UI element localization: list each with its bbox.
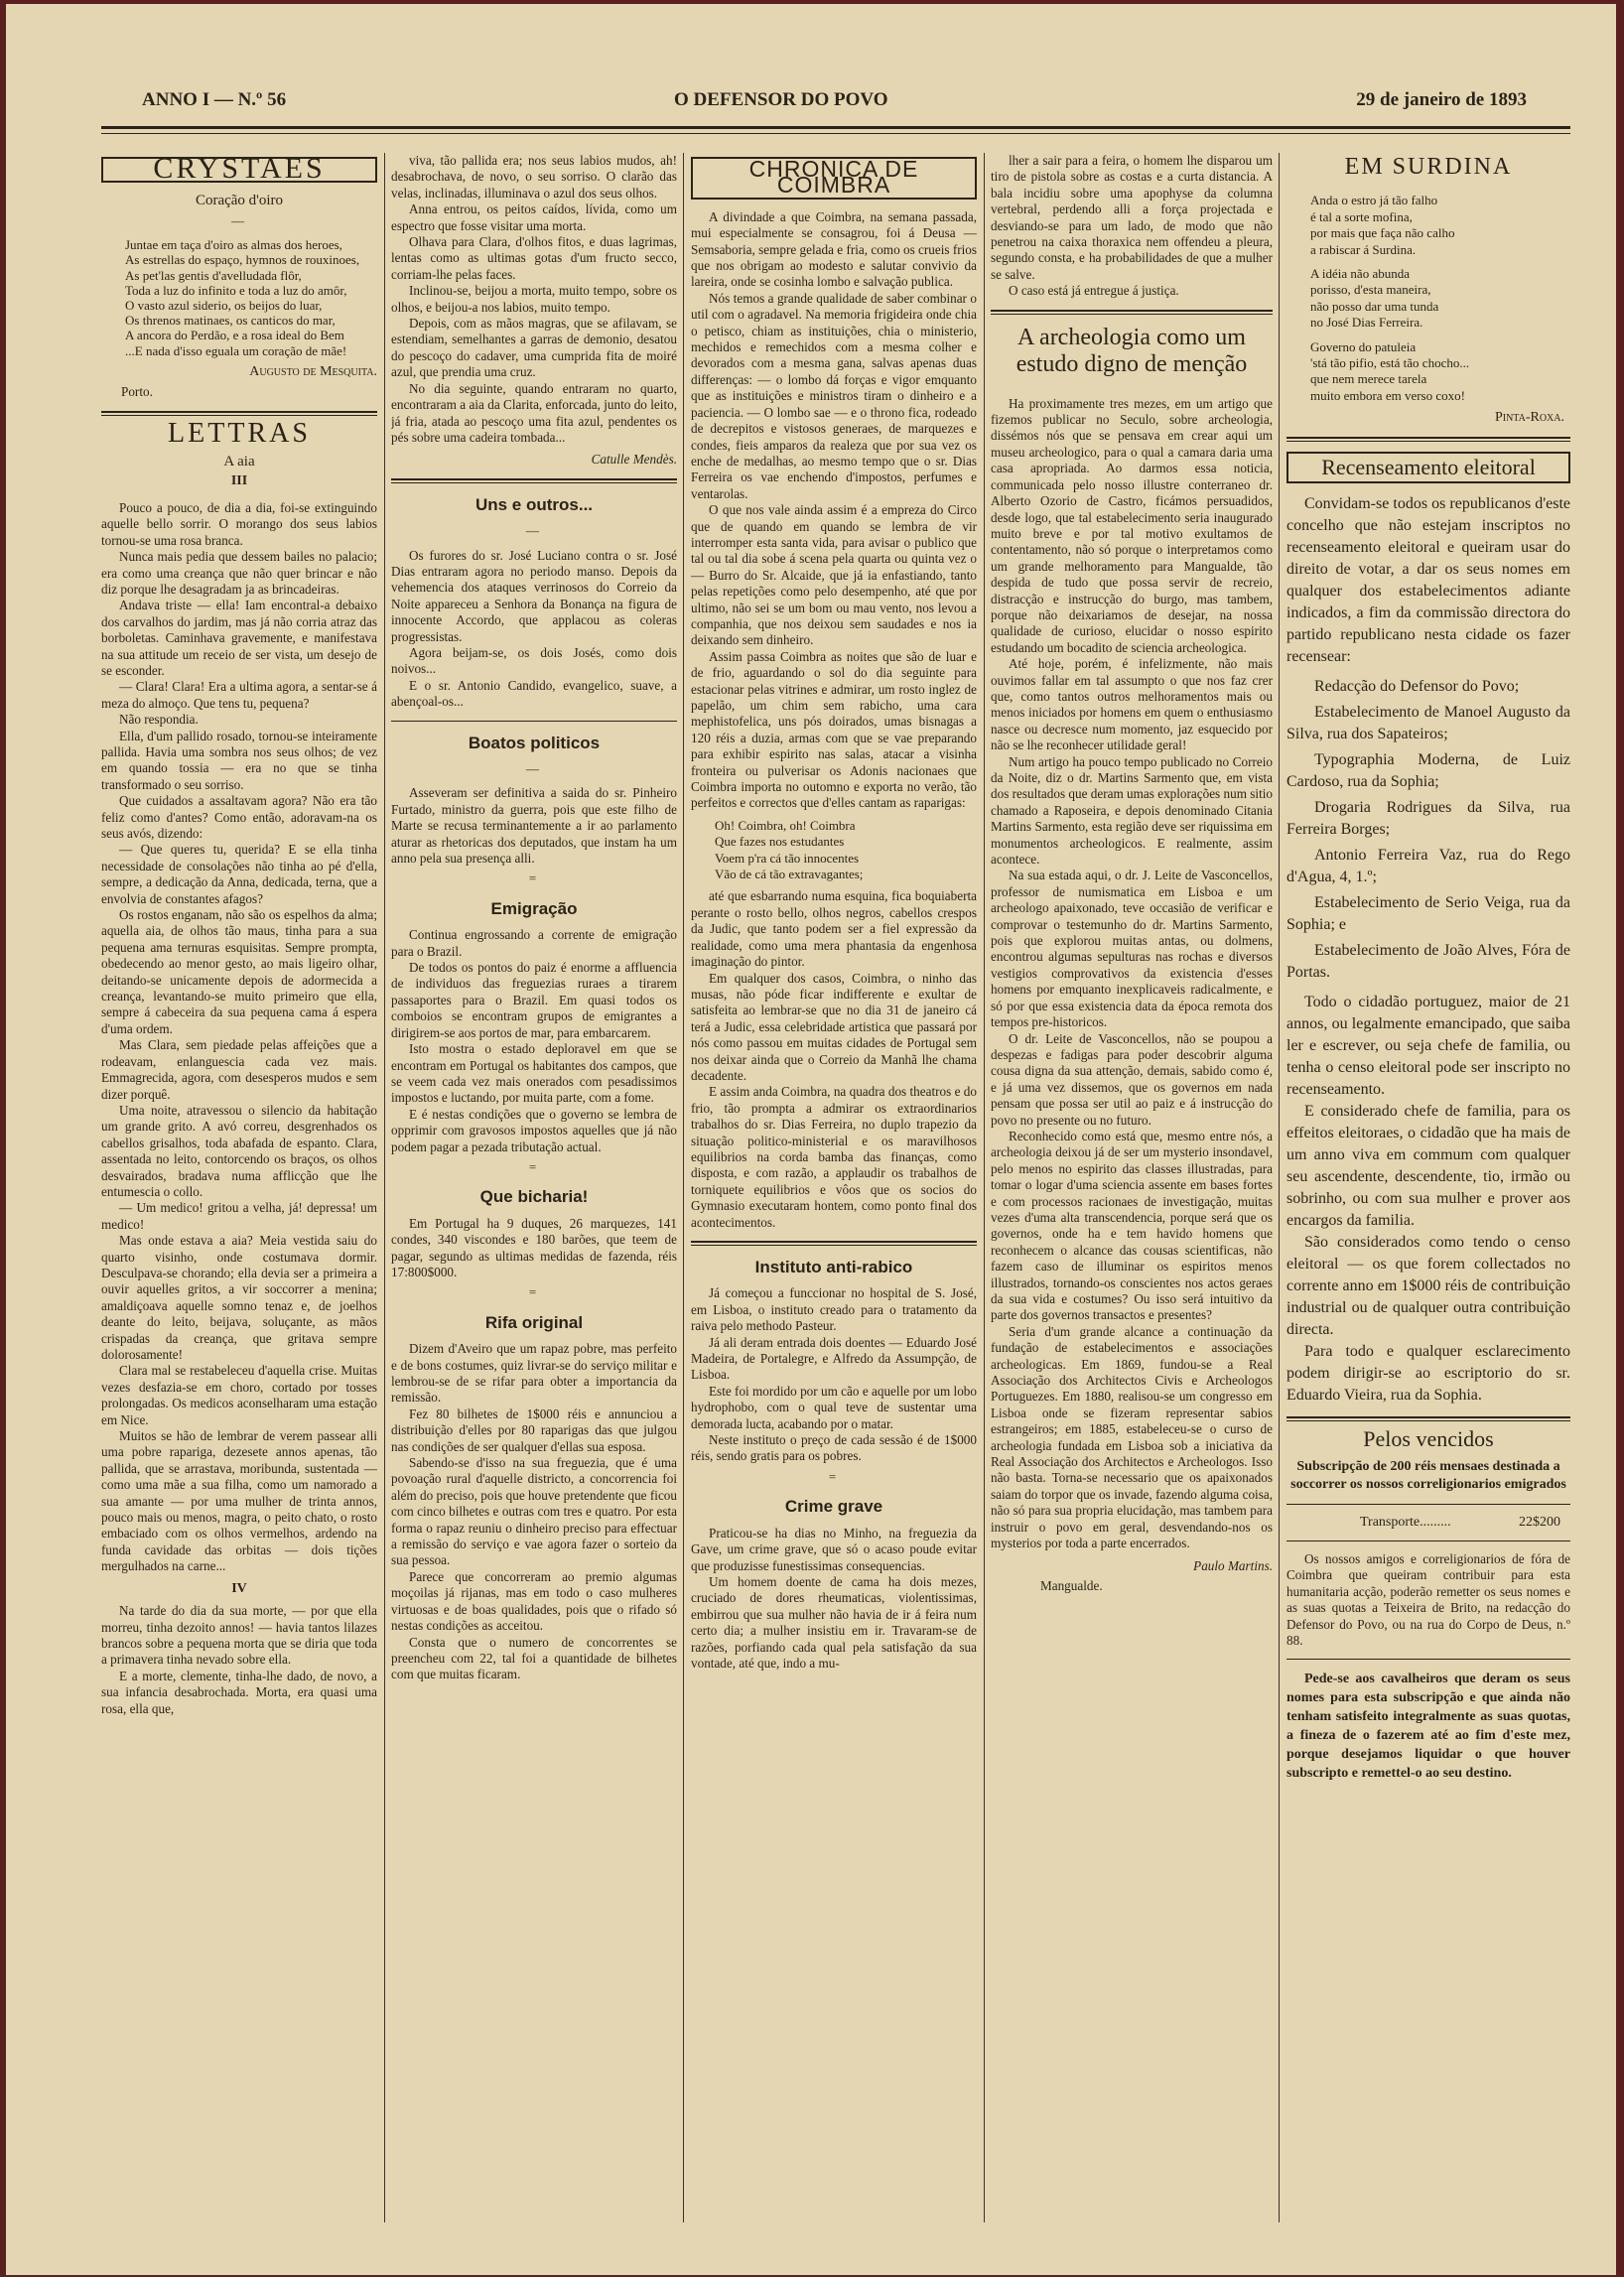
paragraph: São considerados como tendo o censo eleitoral — os que forem collectados no corrente anno em 1$000 réis de contribuição industrial ou de qualquer outra contribuição directa. [1286, 1234, 1570, 1339]
paragraph: Os rostos enganam, não são os espelhos da alma; aquella aia, de olhos tão maus, tinha para a sua pequena ama ternuras esquisitas. Sempre prompta, obedecendo ao menor gesto, ao mais ligeiro olhar, deitando-se unicamente depois de adormecida a creança, levantando-se muito primeiro que ella, sempre á cabeceira da sua pequena cama á espera d'uma ordem. [101, 907, 377, 1036]
paragraph: Nunca mais pedia que dessem bailes no palacio; era como uma creança que não quer brincar e não diz porque lhe desagradam ja as brincadeiras. [101, 549, 377, 597]
paragraph: Para todo e qualquer esclarecimento podem dirigir-se ao escriptorio do sr. Eduardo Vieira, rua da Sophia. [1286, 1343, 1570, 1405]
paragraph: Os furores do sr. José Luciano contra o sr. José Dias entraram agora no periodo manso. Depois da vehemencia dos ataques verrinosos do Correio da Noite appareceu a Senhora da Bonança na figura de innocente Accordo, que applacou as coleras progressistas. [391, 547, 677, 644]
bicharia-text [391, 1216, 677, 1281]
recenseamento-title: Recenseamento eleitoral [1286, 452, 1570, 483]
paragraph: Andava triste — ella! Iam encontral-a debaixo dos carvalhos do jardim, mas já não corria atraz das borboletas. Caminhava gravemente, e manifestava na sua attitude um receio de ser vista, um desejo de se esconder. [101, 598, 377, 678]
transporte-row [1286, 1515, 1570, 1531]
poem-line: Toda a luz do infinito e toda a luz do amôr, [125, 282, 347, 298]
paragraph: Todo o cidadão portuguez, maior de 21 annos, ou legalmente emancipado, que saiba ler e escrever, ou seja chefe de familia, ou tenha o censo eleitoral pode ser inscripto no recenseamento. [1286, 994, 1570, 1099]
paragraph: Mas onde estava a aia? Meia vestida saiu do quarto visinho, onde costumava dormir. Desculpava-se chorando; ella devia ser a primeira a ouvir aquelles gritos, a vir soccorrer a menina; amaldiçoava aquelle somno tenaz e, de joelhos deante do leito, beijava, soluçante, as mãos crispadas da creança, que gritava sempre dolorosamente! [101, 1233, 377, 1362]
poem [101, 237, 377, 358]
divider-ornament: = [528, 1158, 540, 1174]
archeologia-title: A archeologia como um estudo digno de menção [1015, 324, 1248, 377]
story-signature: Catulle Mendès. [591, 452, 677, 468]
paragraph: Dizem d'Aveiro que um rapaz pobre, mas perfeito e de bons costumes, quiz livrar-se do serviço militar e lembrou-se de se rifar para obter a importancia da remissão. [391, 1341, 677, 1406]
verse-line: muito embora em verso coxo! [1310, 387, 1465, 403]
paragraph: até que esbarrando numa esquina, fica boquiaberta perante o rosto bello, olhos negros, cabellos crespos da Judic, que tanto podem ser a fiel expressão da realidade, como uma mera phantasia da engenhosa imaginação do pintor. [691, 888, 977, 970]
archeologia-place: Mangualde. [1040, 1577, 1103, 1593]
issue-number: ANNO I — N.º 56 [142, 89, 287, 110]
paragraph: Isto mostra o estado deploravel em que se encontram em Portugal os habitantes dos campos, que se veem cada vez mais onerados com pesadissimos impostos e luctando, por muita parte, com a fome. [391, 1041, 677, 1106]
boatos-title: Boatos politicos [468, 733, 601, 752]
poem-line: As pet'las gentis d'avelludada flôr, [125, 267, 302, 283]
paragraph: Parece que concorreram ao premio algumas moçoilas já rijanas, mas em todo o caso mulheres virtuosas e de boas qualidades, pois que o rifado só nestas condições as acceitou. [391, 1568, 677, 1634]
paragraph: Nós temos a grande qualidade de saber combinar o util com o agradavel. Na memoria frigideira onde chia o petisco, chiam as instituições, chia o ministerio, mechidos e remechidos com a mesma colher e devorados com a mesma gana, salvas apenas duas differenças: — o lombo dá forças e vigor emquanto que as instituições e ministros tiram o dinheiro e a paciencia. — O lombo sae — e o throno fica, rodeado de decrepitos e vistosos generaes, de marquezes e condes, fieis amparos da realeza que por sua vez os enche de medalhas, ao mesmo tempo que o sr. Dias Ferreira os vae enchendo d'impostos, perfumes e ventarolas. [691, 290, 977, 501]
section-rule [1286, 1540, 1570, 1541]
section-rule [1286, 1659, 1570, 1660]
verse-line: Oh! Coimbra, oh! Coimbra [715, 817, 856, 833]
paragraph: E a morte, clemente, tinha-lhe dado, de novo, a sua infancia desabrochada. Morta, era quasi uma rosa, ella que, [101, 1668, 377, 1716]
surdina-verse-2 [1286, 266, 1570, 332]
emigracao-text [391, 927, 677, 1155]
bicharia-title: Que bicharia! [479, 1187, 589, 1207]
emigracao-title: Emigração [490, 898, 578, 918]
paragraph: Que cuidados a assaltavam agora? Não era tão feliz como d'antes? Como então, adoravam-na os seus avós, dizendo: [101, 793, 377, 841]
poem-author: Augusto de Mesquita. [249, 363, 377, 379]
paragraph: — Um medico! gritou a velha, já! depressa! um medico! [101, 1200, 377, 1232]
chronica-verse [691, 818, 977, 883]
surdina-signature: Pinta-Roxa. [1494, 410, 1564, 426]
vencidos-title: Pelos vencidos [1363, 1426, 1494, 1452]
paragraph: Continua engrossando a corrente de emigração para o Brazil. [391, 927, 677, 959]
story-title: A aia [223, 454, 255, 470]
paragraph: Inclinou-se, beijou a morta, muito tempo, sobre os olhos, e beijou-a nos labios, muito tempo. [391, 283, 677, 315]
rifa-title: Rifa original [484, 1312, 584, 1332]
paragraph: Não respondia. [119, 712, 199, 728]
archeologia-signature: Paulo Martins. [1193, 1557, 1273, 1573]
masthead-rule-thin [101, 133, 1570, 134]
recenseamento-intro: Convidam-se todos os republicanos d'este concelho que não estejam inscriptos no recenseamento eleitoral e queiram usar do direito de votar, a dar os seus nomes em qualquer dos estabelecimentos adiante indicados, a fim da commissão directora do partido republicano nesta cidade os fazer recensear: [1286, 495, 1570, 666]
paragraph: Até hoje, porém, é infelizmente, não mais ouvimos fallar em tal assumpto o que nos faz crer que, como tantos outros melhoramentos mais ou menos iniciados por homens em quem o enthusiasmo nasce ou decresce num momento, jaz esquecido por não se lhe reconhecer utilidade geral! [991, 656, 1273, 753]
poem-line: O vasto azul siderio, os beijos do luar, [125, 298, 323, 314]
vencidos-subtitle: Subscripção de 200 réis mensaes destinada a soccorrer os nossos correligionarios emigrados [1290, 1458, 1566, 1492]
divider-ornament: = [528, 1284, 540, 1300]
paragraph: E é nestas condições que o governo se lembra de opprimir com gravosos impostos aquelles que já não podem pagar a pezada tributação actual. [391, 1106, 677, 1154]
paragraph: Agora beijam-se, os dois Josés, como dois noivos... [391, 644, 677, 677]
paragraph: viva, tão pallida era; nos seus labios mudos, ah! desabrochava, de novo, o seu sorriso. O clarão das velas, inclinadas, illuminava o azul dos seus olhos. [391, 153, 677, 201]
masthead [99, 89, 1545, 117]
column-3 [691, 153, 977, 2222]
list-item: Estabelecimento de João Alves, Fóra de Portas. [1286, 942, 1570, 982]
divider-ornament: — [526, 761, 542, 776]
list-item: Drogaria Rodrigues da Silva, rua Ferreira Borges; [1286, 799, 1570, 839]
paragraph: Asseveram ser definitiva a saida do sr. Pinheiro Furtado, ministro da guerra, pois que este filho de Marte se recusa terminantemente a ir ao parlamento aturar as rhetoricas dos deputados, que instam ha um anno pela sua presença alli. [391, 785, 677, 867]
paragraph: Reconhecido como está que, mesmo entre nós, a archeologia deixou já de ser um mysterio insondavel, pelo menos no espirito das classes illustradas, para tomar o logar d'uma sciencia assente em bases fortes e com processos racionaes de investigação, muitas vezes d'uma alta transcendencia, porque será que os governos, onde ha e tem havido homens que reconhecem o alcance das cousas scientificas, não fazem caso de illuminar os espiritos menos illustrados, tornando-os conscientes nos actos geraes da sua vida e costumes? Ou isso será intuitivo da parte dos governos transactos e presentes? [991, 1128, 1273, 1323]
paragraph: Ha proximamente tres mezes, em um artigo que fizemos publicar no Seculo, sobre archeologia, dissémos nós que se pensava em crear aqui um museu archeologico, para o qual a camara daria uma casa apropriada. Ao darmos essa noticia, communicada pelo nosso illustre conterraneo dr. Alberto Ozorio de Castro, ficámos persuadidos, desde logo, que tal estabelecimento seria inaugurado muito breve e por tal motivo exultamos de contentamento, não só porque o interpretamos como um grande melhoramento para Mangualde, tão despida de tudo que possa servir de recreio, distracção e instrucção do burgo, mas tambem, porque não deixariamos de desejar, na nossa qualidade de curioso, elucidar o nosso espirito estudando um bocadito de sciencia archeologica. [991, 395, 1273, 655]
paragraph: Mas Clara, sem piedade pelas affeições que a rodeavam, enlanguescia cada vez mais. Emmagrecida, agora, com desesperos mudos e sem dizer porquê. [101, 1037, 377, 1102]
paragraph: — Clara! Clara! Era a ultima agora, a sentar-se á meza do almoço. Que tens tu, pequena? [101, 679, 377, 711]
paragraph: Pouco a pouco, de dia a dia, foi-se extinguindo aquelle bello sorrir. O morango dos seus labios tornou-se uma rosa branca. [101, 499, 377, 548]
paragraph: Já começou a funccionar no hospital de S. José, em Lisboa, o instituto creado para o tratamento da raiva pelo methodo Pasteur. [691, 1285, 977, 1334]
chronica-text-2 [691, 888, 977, 1231]
column-2 [391, 153, 677, 2222]
paragraph: Uma noite, atravessou o silencio da habitação um grande grito. A avó correu, desgrenhados os cabellos grisalhos, toda abafada de espanto. Clara, assentada no leito, contorcendo os braços, os olhos desvairados, bradava numa afflicção que lhe entumescia o collo. [101, 1102, 377, 1199]
story-text-part-4 [101, 1603, 377, 1717]
paragraph: A divindade a que Coimbra, na semana passada, mui especialmente se consagrou, foi á Deusa — Semsaboria, sempre gelada e fria, como os crueis frios que nos obrigam ao modesto e salutar convivio da lareira, onde se cosinha lombo e salvação publica. [691, 208, 977, 290]
archeologia-text [991, 396, 1273, 1552]
uns-title: Uns e outros... [474, 494, 594, 514]
verse-line: que nem merece tarela [1310, 371, 1427, 387]
crime-title: Crime grave [784, 1497, 883, 1517]
paragraph: Este foi mordido por um cão e aquelle por um lobo hydrophobo, com o qual teve de sustentar uma demorada lucta, acabando por o matar. [691, 1383, 977, 1431]
verse-line: Vão de cá tão extravagantes; [715, 867, 864, 882]
crystaes-title: CRYSTAES [101, 157, 377, 183]
crime-continuation [991, 153, 1273, 300]
column-divider [384, 153, 385, 2222]
newspaper-title: O DEFENSOR DO POVO [674, 89, 888, 110]
paragraph: E considerado chefe de familia, para os effeitos eleitoraes, o cidadão que ha mais de um anno viva em commum com qualquer seu ascendente, descendente, tio, irmão ou sobrinho, ou com sua mulher e prover aos encargos da familia. [1286, 1103, 1570, 1230]
paragraph: O que nos vale ainda assim é a empreza do Circo que de quando em quando se lembra de vir interromper esta santa vida, para avisar o publico que tal ou tal dia sobe á scena pela quarta ou quinta vez o — Burro do Sr. Alcaide, que já ia enfastiando, tanto pelas repetições como pelo desempenho, até que por ultimo, não sei se um bom ou mau vento, nos levou a companhia, que nos deixou sem saudades e nos ia deixando sem dinheiro. [691, 502, 977, 648]
paragraph: Pede-se aos cavalheiros que deram os seus nomes para esta subscripção e que ainda não tenham satisfeito integralmente as suas quotas, a fineza de o fazerem até ao fim d'este mez, porque desejamos liquidar o que houver subscripto e remettel-o ao seu destino. [1286, 1672, 1570, 1782]
section-rule [101, 411, 377, 416]
paragraph: Os nossos amigos e correligionarios de fóra de Coimbra que queiram contribuir para esta humanitaria acção, poderão remetter os seus nomes e as suas quotas a Teixeira de Brito, na redacção do Defensor do Povo, ou na rua do Corpo de Deus, n.º 88. [1286, 1550, 1570, 1648]
paragraph: E assim anda Coimbra, na quadra dos theatros e do frio, tão prompta a admirar os extraordinarios trabalhos do sr. Dias Ferreira, no duplo trapezio da situação politico-ministerial e os maravilhosos equilibrios na corda bamba das finanças, como disposta, e com razão, a applaudir os trabalhos de torniquete equilibrios e vôos que os socios do Gymnasio executaram hontem, como ponto final dos acontecimentos. [691, 1084, 977, 1230]
column-5 [1286, 153, 1570, 2222]
rifa-text [391, 1341, 677, 1683]
verse-line: a rabiscar á Surdina. [1310, 241, 1417, 257]
paragraph: lher a sair para a feira, o homem lhe disparou um tiro de pistola sobre as costas e a curta distancia. A bala incidiu sobre uma apophyse da columna vertebral, perdendo alli a força projectada e desviando-se para um lado, de modo que não penetrou na caixa thoraxica nem offendeu a pleura, segundo consta, e ha probabilidades de que a mulher se salve. [991, 153, 1273, 282]
list-item: Antonio Ferreira Vaz, rua do Rego d'Agua, 4, 1.º; [1286, 847, 1570, 886]
pedese-text [1286, 1670, 1570, 1783]
paragraph: Num artigo ha pouco tempo publicado no Correio da Noite, diz o dr. Martins Sarmento que, em vista dos resultados que deram umas explorações num sitio chamado a Raposeira, e depois denominado Citania Martins Sarmento, esta região deve ser riquissima em monumentos archeologicos. E realmente, assim acontece. [991, 753, 1273, 868]
paragraph: Praticou-se ha dias no Minho, na freguezia da Gave, um crime grave, que só o acaso poude evitar que produzisse funestissimas consequencias. [691, 1525, 977, 1573]
surdina-verse-3 [1286, 339, 1570, 405]
paragraph: Seria d'um grande alcance a continuação da fundação de estabelecimentos e associações archeologicas. Em 1869, fundou-se a Real Associação dos Architectos Civis e Archeologos Portuguezes. Em 1880, realisou-se um congresso em Lisboa onde se fizeram representar sabios estrangeiros; em 1885, estabeleceu-se o curso de archeologia fundada em Lisboa sob a iniciativa da Real Associação dos Architectos e Archeologos. Isso não basta. Torna-se necessario que os apaixonados saiam do torpor que os invade, fazendo alguma coisa, não só para sua propria elucidação, mas tambem para instruir o povo em geral, desvendando-nos os mysterios por toda a parte encerrados. [991, 1323, 1273, 1551]
paragraph: Um homem doente de cama ha dois mezes, cruciado de dores rheumaticas, violentissimas, embirrou que sua mulher não havia de ir á feira num certo dia; a mulher insistiu em ir. Travaram-se de razões, porfiando cada qual pela satisfação da sua vontade, até que, indo a mu- [691, 1573, 977, 1671]
lettras-title: LETTRAS [168, 417, 311, 449]
verse-line: Voem p'ra cá tão innocentes [715, 850, 860, 866]
verse-line: não posso dar uma tunda [1310, 298, 1439, 314]
paragraph: O dr. Leite de Vasconcellos, não se poupou a despezas e fadigas para poder descobrir alguma cousa digna da sua attenção, demais, sabido como é, e já uma vez dissemos, que os governos em nada pensam que possa ser util ao paiz e á instrucção do povo no presente ou no futuro. [991, 1030, 1273, 1128]
column-divider [984, 153, 985, 2222]
surdina-title: EM SURDINA [1344, 154, 1513, 180]
section-rule [991, 310, 1273, 315]
paragraph: Na sua estada aqui, o dr. J. Leite de Vasconcellos, professor de numismatica em Lisboa e um archeologo apaixonado, teve occasião de verificar e comprovar o testemunho do dr. Martins Sarmento, pois que explorou muitas antas, ou dolmens, encontrou algumas sepulturas nas rochas e diversos vestigios comprovativos da existencia d'esses homens por emquanto inexplicaveis radicalmente, e só por que essa existencia data da época remota dos tempos pre-historicos. [991, 868, 1273, 1030]
recenseamento-list [1286, 676, 1570, 984]
story-part-4: IV [231, 1580, 247, 1596]
transporte-label: Transporte......... [1360, 1514, 1451, 1530]
section-rule [1286, 1416, 1570, 1421]
divider-ornament: — [526, 523, 542, 539]
verse-line: A idéia não abunda [1310, 266, 1410, 282]
crime-text [691, 1526, 977, 1673]
verse-line: por mais que faça não calho [1310, 225, 1455, 241]
paragraph: Assim passa Coimbra as noites que são de luar e de frio, aguardando o sol do dia seguinte para estacionar pelas vitrines e admirar, um rosto inglez de papelão, um chim sem rabicho, uma cara mephistofelica, uns pós doirados, umas bisnagas a 120 réis a duzia, armas com que se vae preparando para exhibir espirito nas salas, atacar a visinha fronteira ou pulverisar os Adonis nacionaes que Coimbra importa no outomno e exporta no verão, tão perfeitos e correctos que d'elles cantam as raparigas: [691, 648, 977, 811]
paragraph: Fez 80 bilhetes de 1$000 réis e annunciou a distribuição d'elles por 80 raparigas das que julgou nas condições de ser qualquer d'ellas sua esposa. [391, 1406, 677, 1454]
list-item: Typographia Moderna, de Luiz Cardoso, rua da Sophia; [1286, 751, 1570, 791]
instituto-text [691, 1285, 977, 1464]
divider-ornament: = [528, 871, 540, 886]
paragraph: Em Portugal ha 9 duques, 26 marquezes, 141 condes, 340 viscondes e 180 barões, que teem de pagar, segundo as ultimas medidas de fazenda, réis 17:800$000. [391, 1215, 677, 1279]
paragraph: Neste instituto o preço de cada sessão é de 1$000 réis, sendo gratis para os pobres. [691, 1432, 977, 1464]
paragraph: Em qualquer dos casos, Coimbra, o ninho das musas, não póde ficar indifferente e exultar de satisfeita ao lembrar-se que no dia 31 de janeiro cá terá a Judic, essa celebridade artistica que passará por nós como passou em muitas cidades de Portugal sem nos deixar ainda que o Correio da Manhã lhe chama decadente. [691, 970, 977, 1083]
chronica-title: CHRONICA DE COIMBRA [691, 157, 977, 200]
list-item: Estabelecimento de Manoel Augusto da Silva, rua dos Sapateiros; [1286, 704, 1570, 743]
paragraph: O caso está já entregue á justiça. [1009, 283, 1179, 299]
paragraph: Sabendo-se d'isso na sua freguezia, que é uma povoação rural d'aquelle districto, a concorrencia foi além do preciso, pois que houve pretendente que ficou com cinco bilhetes e outras com tres e quatro. Por esta forma o rapaz reuniu o dinheiro preciso para effectuar a remissão do serviço e vae agora fazer o sorteio da sua pessoa. [391, 1455, 677, 1568]
verse-line: Governo do patuleia [1310, 338, 1417, 354]
issue-date: 29 de janeiro de 1893 [1356, 89, 1527, 110]
poem-place: Porto. [121, 384, 153, 400]
paragraph: Muitos se hão de lembrar de verem passear alli uma pobre rapariga, dezesete annos apenas, tão pallida, que se arrastava, moribunda, sustentada — como uma mãe a sua filha, como um namorado a sua amante — por uma mulher de trinta annos, pouco mais ou menos, magra, o peito chato, o rosto embaciado com os olhos vermelhos, ardendo na funda cavidade das orbitas — dois tições mergulhados na carne... [101, 1428, 377, 1574]
newspaper-page [6, 4, 1616, 2275]
instituto-title: Instituto anti-rabico [754, 1258, 913, 1276]
paragraph: Já ali deram entrada dois doentes — Eduardo José Madeira, de Portalegre, e Alfredo da Assumpção, de Lisboa. [691, 1334, 977, 1383]
divider-ornament: — [231, 212, 247, 228]
poem-line: ...E nada d'isso eguala um coração de mãe! [125, 342, 347, 358]
section-rule [391, 721, 677, 722]
boatos-text [391, 785, 677, 867]
paragraph: E o sr. Antonio Candido, evangelico, suave, a abençoal-os... [391, 677, 677, 710]
list-item: Estabelecimento de Serio Veiga, rua da Sophia; e [1286, 894, 1570, 934]
poem-line: Juntae em taça d'oiro as almas dos heroes, [125, 237, 342, 253]
verse-line: é tal a sorte mofina, [1310, 208, 1413, 224]
paragraph: No dia seguinte, quando entraram no quarto, encontraram a aia da Clarita, enforcada, junto do leito, já fria, atada ao pescoço uma fita azul, pendentes os pés sobre uma cadeira tombada... [391, 380, 677, 445]
verse-line: porisso, d'esta maneira, [1310, 282, 1431, 298]
poem-line: Os threnos matinaes, os canticos do mar, [125, 313, 336, 329]
poem-line: As estrellas do espaço, hymnos de rouxinoes, [125, 252, 360, 268]
uns-text [391, 548, 677, 711]
story-part-3: III [230, 473, 248, 489]
paragraph: Ella, d'um pallido rosado, tornou-se inteiramente pallida. Havia uma sombra nos seus olhos; de vez em quando tossia — era no que se tinha transformado o seu sorriso. [101, 728, 377, 792]
recenseamento-text [1286, 992, 1570, 1406]
story-text [101, 500, 377, 1575]
paragraph: Olhava para Clara, d'olhos fitos, e duas lagrimas, lentas como as ultimas gotas d'um fructo secco, corriam-lhe pelas faces. [391, 234, 677, 282]
masthead-rule [101, 126, 1570, 129]
surdina-verse-1 [1286, 193, 1570, 258]
vencidos-text [1286, 1551, 1570, 1649]
column-divider [1279, 153, 1280, 2222]
divider-ornament: = [828, 1468, 840, 1484]
verse-line: no José Dias Ferreira. [1310, 315, 1423, 331]
paragraph: Na tarde do dia da sua morte, — por que ella morreu, tinha dezoito annos! — havia tantos lilazes brancos sobre a pequena morta que se diria que toda a primavera tinha nevado sobre ella. [101, 1603, 377, 1668]
list-item: Redacção do Defensor do Povo; [1314, 678, 1520, 696]
verse-line: Que fazes nos estudantes [715, 834, 845, 850]
section-rule [691, 1241, 977, 1246]
section-rule [391, 478, 677, 483]
paragraph: Anna entrou, os peitos caídos, lívida, como um espectro que fosse visitar uma morta. [391, 201, 677, 233]
paragraph: Depois, com as mãos magras, que se afilavam, se estendiam, semelhantes a garras de demonio, desatou do pescoço do cadaver, uma cumprida fita de moiré azul, que prendia uma cruz. [391, 316, 677, 380]
chronica-text [691, 209, 977, 812]
section-rule [1286, 437, 1570, 442]
paragraph: Clara mal se restabeleceu d'aquella crise. Muitas vezes desfazia-se em choro, cortado por tosses prolongadas. Os medicos aconselharam uma estação em Nice. [101, 1363, 377, 1427]
paragraph: De todos os pontos do paiz é enorme a affluencia de individuos das freguezias ruraes a tirarem passaportes para o Brazil. Em quasi todos os comboios se encontram grupos de emigrantes a dirigirem-se aos portos de mar, para embarcarem. [391, 960, 677, 1040]
poem-title: Coração d'oiro [195, 193, 284, 209]
column-1 [101, 153, 377, 2222]
paragraph: — Que queres tu, querida? E se ella tinha necessidade de consolações não tinha ao pé d'ella, sempre, a dedicação da Anna, dedicada, terna, que a envolvia de constantes afagos? [101, 842, 377, 906]
verse-line: Anda o estro já tão falho [1310, 193, 1438, 208]
column-4 [991, 153, 1273, 2222]
verse-line: 'stá tão pifio, está tão chocho... [1310, 355, 1470, 371]
section-rule [1286, 1504, 1570, 1505]
column-divider [683, 153, 684, 2222]
transporte-value: 22$200 [1519, 1514, 1560, 1530]
story-continuation [391, 153, 677, 446]
paragraph: Consta que o numero de concorrentes se preencheu com 22, tal foi a quantidade de bilhetes com que muitas ficaram. [391, 1634, 677, 1682]
poem-line: A ancora do Perdão, e a rosa ideal do Bem [125, 328, 344, 343]
